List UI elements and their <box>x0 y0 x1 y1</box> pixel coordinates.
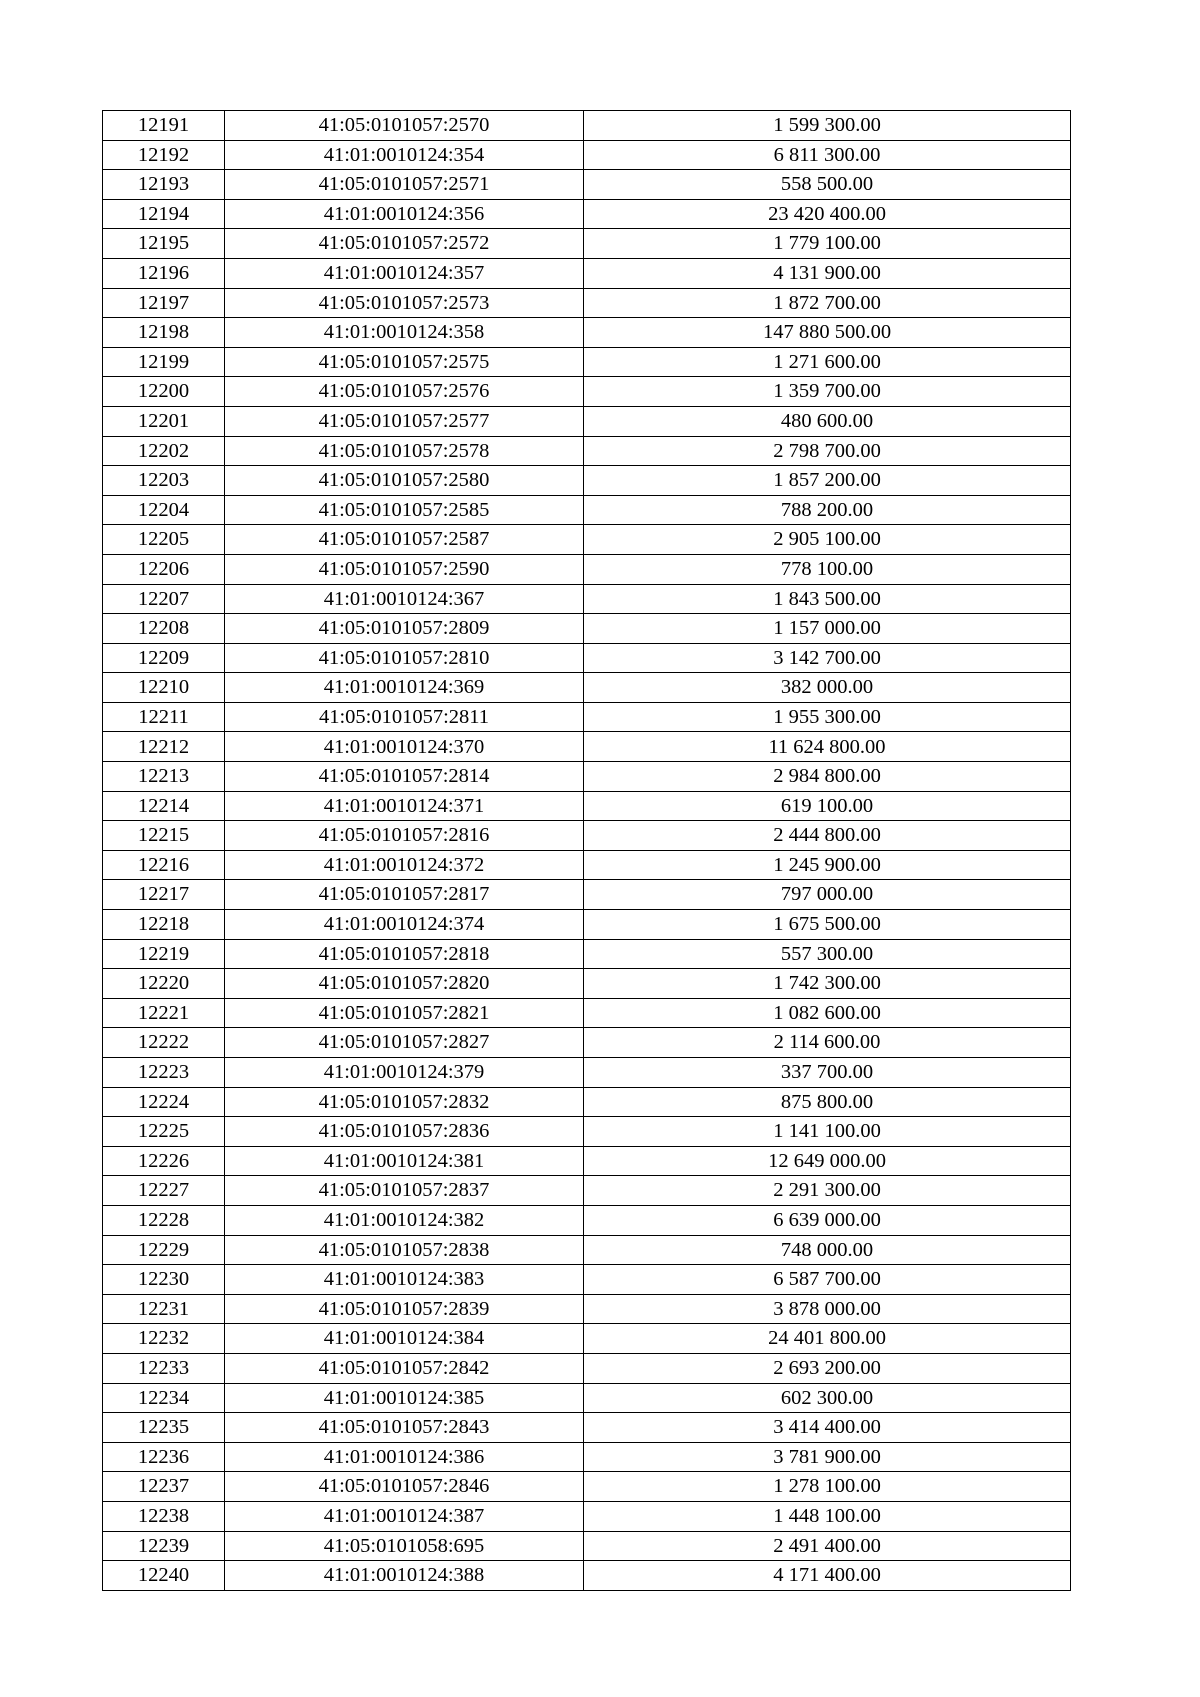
table-row <box>103 1117 1071 1147</box>
value-cell: 748 000.00 <box>584 1235 1071 1265</box>
value-cell: 3 781 900.00 <box>584 1442 1071 1472</box>
value-cell: 1 271 600.00 <box>584 347 1071 377</box>
value-cell: 1 448 100.00 <box>584 1501 1071 1531</box>
cadastral-number-cell: 41:05:0101057:2585 <box>225 495 584 525</box>
value-cell: 2 444 800.00 <box>584 821 1071 851</box>
value-cell: 2 798 700.00 <box>584 436 1071 466</box>
row-number-cell: 12199 <box>103 347 225 377</box>
table-row <box>103 111 1071 141</box>
value-cell: 1 599 300.00 <box>584 111 1071 141</box>
cadastral-number-cell: 41:05:0101057:2573 <box>225 288 584 318</box>
value-cell: 875 800.00 <box>584 1087 1071 1117</box>
table-row <box>103 1324 1071 1354</box>
value-cell: 2 291 300.00 <box>584 1176 1071 1206</box>
row-number-cell: 12208 <box>103 614 225 644</box>
row-number-cell: 12225 <box>103 1117 225 1147</box>
value-cell: 4 171 400.00 <box>584 1561 1071 1591</box>
row-number-cell: 12191 <box>103 111 225 141</box>
table-row <box>103 969 1071 999</box>
row-number-cell: 12210 <box>103 673 225 703</box>
value-cell: 480 600.00 <box>584 406 1071 436</box>
value-cell: 1 779 100.00 <box>584 229 1071 259</box>
cadastral-number-cell: 41:05:0101057:2843 <box>225 1413 584 1443</box>
cadastral-number-cell: 41:05:0101057:2818 <box>225 939 584 969</box>
table-row <box>103 910 1071 940</box>
value-cell: 2 693 200.00 <box>584 1353 1071 1383</box>
table-row <box>103 998 1071 1028</box>
cadastral-number-cell: 41:01:0010124:367 <box>225 584 584 614</box>
table-row <box>103 762 1071 792</box>
cadastral-number-cell: 41:05:0101057:2590 <box>225 554 584 584</box>
value-cell: 2 491 400.00 <box>584 1531 1071 1561</box>
table-row <box>103 318 1071 348</box>
table-row <box>103 673 1071 703</box>
cadastral-number-cell: 41:01:0010124:369 <box>225 673 584 703</box>
value-cell: 788 200.00 <box>584 495 1071 525</box>
row-number-cell: 12206 <box>103 554 225 584</box>
row-number-cell: 12204 <box>103 495 225 525</box>
table-row <box>103 199 1071 229</box>
table-row <box>103 1265 1071 1295</box>
table-row <box>103 880 1071 910</box>
table-row <box>103 1413 1071 1443</box>
cadastral-number-cell: 41:01:0010124:357 <box>225 258 584 288</box>
table-row <box>103 1294 1071 1324</box>
cadastral-number-cell: 41:01:0010124:374 <box>225 910 584 940</box>
cadastral-number-cell: 41:05:0101057:2846 <box>225 1472 584 1502</box>
cadastral-number-cell: 41:01:0010124:356 <box>225 199 584 229</box>
row-number-cell: 12233 <box>103 1353 225 1383</box>
value-cell: 1 359 700.00 <box>584 377 1071 407</box>
row-number-cell: 12223 <box>103 1058 225 1088</box>
table-row <box>103 436 1071 466</box>
cadastral-number-cell: 41:05:0101057:2820 <box>225 969 584 999</box>
cadastral-number-cell: 41:05:0101057:2810 <box>225 643 584 673</box>
cadastral-number-cell: 41:05:0101058:695 <box>225 1531 584 1561</box>
value-cell: 778 100.00 <box>584 554 1071 584</box>
table-row <box>103 1087 1071 1117</box>
value-cell: 1 955 300.00 <box>584 702 1071 732</box>
value-cell: 337 700.00 <box>584 1058 1071 1088</box>
cadastral-number-cell: 41:05:0101057:2580 <box>225 466 584 496</box>
row-number-cell: 12239 <box>103 1531 225 1561</box>
row-number-cell: 12229 <box>103 1235 225 1265</box>
table-row <box>103 643 1071 673</box>
cadastral-number-cell: 41:01:0010124:371 <box>225 791 584 821</box>
row-number-cell: 12213 <box>103 762 225 792</box>
table-row <box>103 1561 1071 1591</box>
row-number-cell: 12217 <box>103 880 225 910</box>
cadastral-number-cell: 41:05:0101057:2811 <box>225 702 584 732</box>
row-number-cell: 12227 <box>103 1176 225 1206</box>
table-row <box>103 229 1071 259</box>
table-row <box>103 1501 1071 1531</box>
table-row <box>103 1472 1071 1502</box>
table-row <box>103 1442 1071 1472</box>
cadastral-number-cell: 41:01:0010124:379 <box>225 1058 584 1088</box>
table-row <box>103 1058 1071 1088</box>
row-number-cell: 12195 <box>103 229 225 259</box>
cadastral-number-cell: 41:01:0010124:382 <box>225 1205 584 1235</box>
table-row <box>103 1205 1071 1235</box>
value-cell: 557 300.00 <box>584 939 1071 969</box>
cadastral-number-cell: 41:05:0101057:2578 <box>225 436 584 466</box>
table-row <box>103 584 1071 614</box>
row-number-cell: 12219 <box>103 939 225 969</box>
row-number-cell: 12232 <box>103 1324 225 1354</box>
row-number-cell: 12237 <box>103 1472 225 1502</box>
cadastral-number-cell: 41:05:0101057:2570 <box>225 111 584 141</box>
table-row <box>103 1383 1071 1413</box>
table-row <box>103 1028 1071 1058</box>
table-row <box>103 1146 1071 1176</box>
value-cell: 3 878 000.00 <box>584 1294 1071 1324</box>
value-cell: 12 649 000.00 <box>584 1146 1071 1176</box>
row-number-cell: 12224 <box>103 1087 225 1117</box>
cadastral-number-cell: 41:05:0101057:2814 <box>225 762 584 792</box>
cadastral-number-cell: 41:01:0010124:386 <box>225 1442 584 1472</box>
cadastral-number-cell: 41:01:0010124:358 <box>225 318 584 348</box>
table-row <box>103 554 1071 584</box>
row-number-cell: 12194 <box>103 199 225 229</box>
row-number-cell: 12202 <box>103 436 225 466</box>
row-number-cell: 12221 <box>103 998 225 1028</box>
value-cell: 1 245 900.00 <box>584 850 1071 880</box>
table-row <box>103 1531 1071 1561</box>
cadastral-number-cell: 41:05:0101057:2842 <box>225 1353 584 1383</box>
cadastral-number-cell: 41:05:0101057:2832 <box>225 1087 584 1117</box>
table-row <box>103 821 1071 851</box>
cadastral-number-cell: 41:01:0010124:384 <box>225 1324 584 1354</box>
value-cell: 147 880 500.00 <box>584 318 1071 348</box>
row-number-cell: 12230 <box>103 1265 225 1295</box>
row-number-cell: 12201 <box>103 406 225 436</box>
row-number-cell: 12218 <box>103 910 225 940</box>
cadastral-value-table <box>102 110 1071 1591</box>
value-cell: 1 278 100.00 <box>584 1472 1071 1502</box>
cadastral-number-cell: 41:05:0101057:2577 <box>225 406 584 436</box>
row-number-cell: 12192 <box>103 140 225 170</box>
row-number-cell: 12200 <box>103 377 225 407</box>
value-cell: 3 414 400.00 <box>584 1413 1071 1443</box>
row-number-cell: 12228 <box>103 1205 225 1235</box>
value-cell: 602 300.00 <box>584 1383 1071 1413</box>
table-row <box>103 525 1071 555</box>
value-cell: 1 141 100.00 <box>584 1117 1071 1147</box>
value-cell: 1 857 200.00 <box>584 466 1071 496</box>
row-number-cell: 12231 <box>103 1294 225 1324</box>
table-row <box>103 406 1071 436</box>
value-cell: 11 624 800.00 <box>584 732 1071 762</box>
value-cell: 2 114 600.00 <box>584 1028 1071 1058</box>
value-cell: 6 639 000.00 <box>584 1205 1071 1235</box>
cadastral-number-cell: 41:01:0010124:385 <box>225 1383 584 1413</box>
value-cell: 6 587 700.00 <box>584 1265 1071 1295</box>
value-cell: 558 500.00 <box>584 170 1071 200</box>
table-row <box>103 258 1071 288</box>
cadastral-number-cell: 41:05:0101057:2817 <box>225 880 584 910</box>
cadastral-number-cell: 41:05:0101057:2572 <box>225 229 584 259</box>
table-row <box>103 702 1071 732</box>
value-cell: 1 157 000.00 <box>584 614 1071 644</box>
row-number-cell: 12215 <box>103 821 225 851</box>
cadastral-number-cell: 41:01:0010124:370 <box>225 732 584 762</box>
value-cell: 1 742 300.00 <box>584 969 1071 999</box>
cadastral-number-cell: 41:05:0101057:2821 <box>225 998 584 1028</box>
cadastral-number-cell: 41:05:0101057:2809 <box>225 614 584 644</box>
cadastral-number-cell: 41:01:0010124:383 <box>225 1265 584 1295</box>
cadastral-number-cell: 41:01:0010124:387 <box>225 1501 584 1531</box>
row-number-cell: 12226 <box>103 1146 225 1176</box>
row-number-cell: 12193 <box>103 170 225 200</box>
row-number-cell: 12240 <box>103 1561 225 1591</box>
table-row <box>103 347 1071 377</box>
cadastral-number-cell: 41:05:0101057:2836 <box>225 1117 584 1147</box>
value-cell: 2 905 100.00 <box>584 525 1071 555</box>
table-row <box>103 1353 1071 1383</box>
row-number-cell: 12222 <box>103 1028 225 1058</box>
table-row <box>103 732 1071 762</box>
cadastral-number-cell: 41:05:0101057:2837 <box>225 1176 584 1206</box>
row-number-cell: 12212 <box>103 732 225 762</box>
table-row <box>103 614 1071 644</box>
row-number-cell: 12235 <box>103 1413 225 1443</box>
row-number-cell: 12238 <box>103 1501 225 1531</box>
row-number-cell: 12196 <box>103 258 225 288</box>
value-cell: 3 142 700.00 <box>584 643 1071 673</box>
row-number-cell: 12203 <box>103 466 225 496</box>
value-cell: 1 843 500.00 <box>584 584 1071 614</box>
table-row <box>103 791 1071 821</box>
row-number-cell: 12209 <box>103 643 225 673</box>
value-cell: 382 000.00 <box>584 673 1071 703</box>
table-row <box>103 466 1071 496</box>
table-row <box>103 1235 1071 1265</box>
value-cell: 619 100.00 <box>584 791 1071 821</box>
cadastral-number-cell: 41:05:0101057:2587 <box>225 525 584 555</box>
cadastral-number-cell: 41:01:0010124:372 <box>225 850 584 880</box>
row-number-cell: 12207 <box>103 584 225 614</box>
value-cell: 797 000.00 <box>584 880 1071 910</box>
table-row <box>103 288 1071 318</box>
table-row <box>103 850 1071 880</box>
row-number-cell: 12205 <box>103 525 225 555</box>
cadastral-number-cell: 41:05:0101057:2571 <box>225 170 584 200</box>
cadastral-number-cell: 41:05:0101057:2576 <box>225 377 584 407</box>
row-number-cell: 12236 <box>103 1442 225 1472</box>
cadastral-number-cell: 41:01:0010124:381 <box>225 1146 584 1176</box>
value-cell: 4 131 900.00 <box>584 258 1071 288</box>
cadastral-number-cell: 41:01:0010124:354 <box>225 140 584 170</box>
cadastral-number-cell: 41:05:0101057:2575 <box>225 347 584 377</box>
value-cell: 1 082 600.00 <box>584 998 1071 1028</box>
cadastral-number-cell: 41:05:0101057:2839 <box>225 1294 584 1324</box>
cadastral-number-cell: 41:05:0101057:2838 <box>225 1235 584 1265</box>
row-number-cell: 12198 <box>103 318 225 348</box>
value-cell: 1 872 700.00 <box>584 288 1071 318</box>
table-row <box>103 1176 1071 1206</box>
table-row <box>103 140 1071 170</box>
cadastral-number-cell: 41:05:0101057:2816 <box>225 821 584 851</box>
row-number-cell: 12216 <box>103 850 225 880</box>
cadastral-number-cell: 41:01:0010124:388 <box>225 1561 584 1591</box>
row-number-cell: 12220 <box>103 969 225 999</box>
value-cell: 1 675 500.00 <box>584 910 1071 940</box>
table-row <box>103 377 1071 407</box>
table-row <box>103 495 1071 525</box>
table-body <box>103 111 1071 1591</box>
row-number-cell: 12197 <box>103 288 225 318</box>
table-row <box>103 939 1071 969</box>
value-cell: 24 401 800.00 <box>584 1324 1071 1354</box>
row-number-cell: 12214 <box>103 791 225 821</box>
row-number-cell: 12211 <box>103 702 225 732</box>
value-cell: 6 811 300.00 <box>584 140 1071 170</box>
table-row <box>103 170 1071 200</box>
row-number-cell: 12234 <box>103 1383 225 1413</box>
cadastral-number-cell: 41:05:0101057:2827 <box>225 1028 584 1058</box>
value-cell: 23 420 400.00 <box>584 199 1071 229</box>
value-cell: 2 984 800.00 <box>584 762 1071 792</box>
